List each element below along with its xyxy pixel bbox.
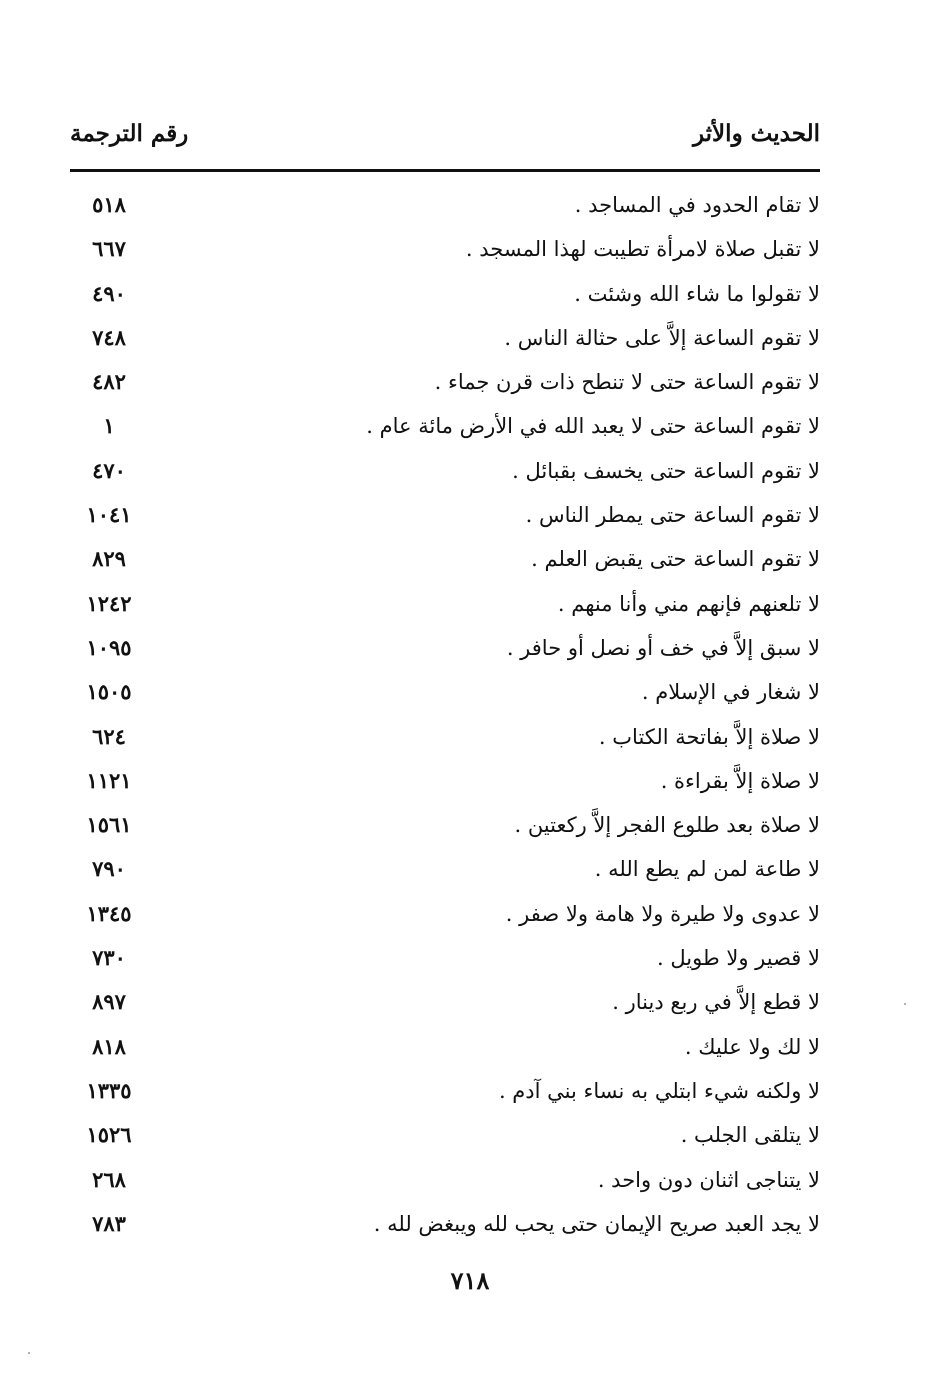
index-list — [70, 183, 820, 1246]
entry-number: ٢٦٨ — [92, 1166, 126, 1192]
column-title-entry-number: رقم الترجمة — [70, 120, 189, 147]
index-row — [70, 936, 820, 980]
hadith-text: لا تقوم الساعة حتى لا يعبد الله في الأرض مائة عام . — [366, 414, 820, 439]
entry-number: ٥١٨ — [92, 192, 126, 217]
hadith-text: لا ولكنه شيء ابتلي به نساء بني آدم . — [498, 1078, 820, 1103]
page-number: ٧١٨ — [450, 1266, 490, 1295]
entry-number: ١٣٤٥ — [86, 900, 132, 926]
index-row — [70, 582, 820, 626]
hadith-text: لا تقوم الساعة حتى يقبض العلم . — [531, 547, 820, 572]
entry-number: ١٠٤١ — [86, 502, 132, 528]
entry-number: ١٢٤٢ — [86, 590, 132, 616]
hadith-text: لا عدوى ولا طيرة ولا هامة ولا صفر . — [505, 901, 820, 926]
entry-number: ٧٩٠ — [92, 856, 126, 882]
index-row — [70, 404, 820, 448]
index-row — [70, 1113, 820, 1157]
entry-number: ٨١٨ — [92, 1033, 126, 1059]
page-header — [70, 120, 820, 160]
hadith-text: لا سبق إلاَّ في خف أو نصل أو حافر . — [506, 635, 820, 660]
index-row — [70, 847, 820, 891]
index-row — [70, 360, 820, 404]
hadith-text: لا لك ولا عليك . — [684, 1034, 820, 1059]
index-row — [70, 537, 820, 581]
entry-number: ٦٢٤ — [92, 723, 126, 749]
entry-number: ١١٢١ — [86, 767, 132, 793]
index-row — [70, 1025, 820, 1069]
entry-number: ١ — [103, 413, 115, 439]
index-row — [70, 1069, 820, 1113]
hadith-text: لا تقام الحدود في المساجد . — [574, 193, 820, 217]
index-row — [70, 803, 820, 847]
hadith-text: لا يجد العبد صريح الإيمان حتى يحب لله ويبغض لله . — [373, 1211, 820, 1236]
entry-number: ٨٩٧ — [92, 989, 126, 1015]
entry-number: ٦٦٧ — [92, 236, 126, 262]
index-row — [70, 980, 820, 1024]
entry-number: ١٥٠٥ — [86, 679, 132, 705]
entry-number: ١٠٩٥ — [86, 634, 132, 660]
entry-number: ٤٩٠ — [92, 280, 126, 306]
hadith-text: لا يتلقى الجلب . — [680, 1123, 820, 1148]
hadith-text: لا قطع إلاَّ في ربع دينار . — [612, 990, 820, 1015]
paper-speck — [904, 1003, 906, 1005]
entry-number: ٧٨٣ — [92, 1210, 126, 1236]
hadith-text: لا تقوم الساعة حتى يمطر الناس . — [525, 503, 820, 528]
hadith-text: لا شغار في الإسلام . — [641, 680, 820, 705]
hadith-text: لا صلاة إلاَّ بقراءة . — [660, 768, 820, 793]
index-row — [70, 626, 820, 670]
entry-number: ٤٧٠ — [92, 457, 126, 483]
index-row — [70, 759, 820, 803]
entry-number: ٨٢٩ — [92, 546, 126, 572]
entry-number: ٧٣٠ — [92, 945, 126, 971]
hadith-text: لا صلاة بعد طلوع الفجر إلاَّ ركعتين . — [514, 813, 820, 838]
index-row — [70, 183, 820, 227]
hadith-text: لا تقولوا ما شاء الله وشئت . — [574, 281, 820, 306]
index-row — [70, 670, 820, 714]
hadith-text: لا طاعة لمن لم يطع الله . — [594, 857, 820, 882]
entry-number: ٧٤٨ — [92, 324, 126, 350]
hadith-text: لا يتناجى اثنان دون واحد . — [597, 1167, 820, 1192]
hadith-text: لا قصير ولا طويل . — [657, 946, 820, 971]
index-row — [70, 493, 820, 537]
paper-speck — [28, 1352, 30, 1354]
hadith-text: لا تلعنهم فإنهم مني وأنا منهم . — [557, 591, 820, 616]
entry-number: ١٥٦١ — [86, 812, 132, 838]
column-title-hadith: الحديث والأثر — [692, 120, 820, 147]
index-row — [70, 715, 820, 759]
hadith-text: لا تقوم الساعة حتى لا تنطح ذات قرن جماء . — [434, 370, 820, 395]
entry-number: ٤٨٢ — [92, 369, 126, 395]
hadith-text: لا تقوم الساعة حتى يخسف بقبائل . — [512, 458, 820, 483]
entry-number: ١٥٢٦ — [86, 1122, 132, 1148]
index-row — [70, 316, 820, 360]
hadith-text: لا صلاة إلاَّ بفاتحة الكتاب . — [598, 724, 820, 749]
index-row — [70, 1202, 820, 1246]
index-row — [70, 892, 820, 936]
index-row — [70, 1158, 820, 1202]
hadith-text: لا تقوم الساعة إلاَّ على حثالة الناس . — [504, 325, 820, 350]
index-row — [70, 227, 820, 271]
header-divider — [70, 169, 820, 172]
entry-number: ١٣٣٥ — [86, 1077, 132, 1103]
index-row — [70, 449, 820, 493]
index-row — [70, 272, 820, 316]
hadith-text: لا تقبل صلاة لامرأة تطيبت لهذا المسجد . — [465, 237, 820, 262]
